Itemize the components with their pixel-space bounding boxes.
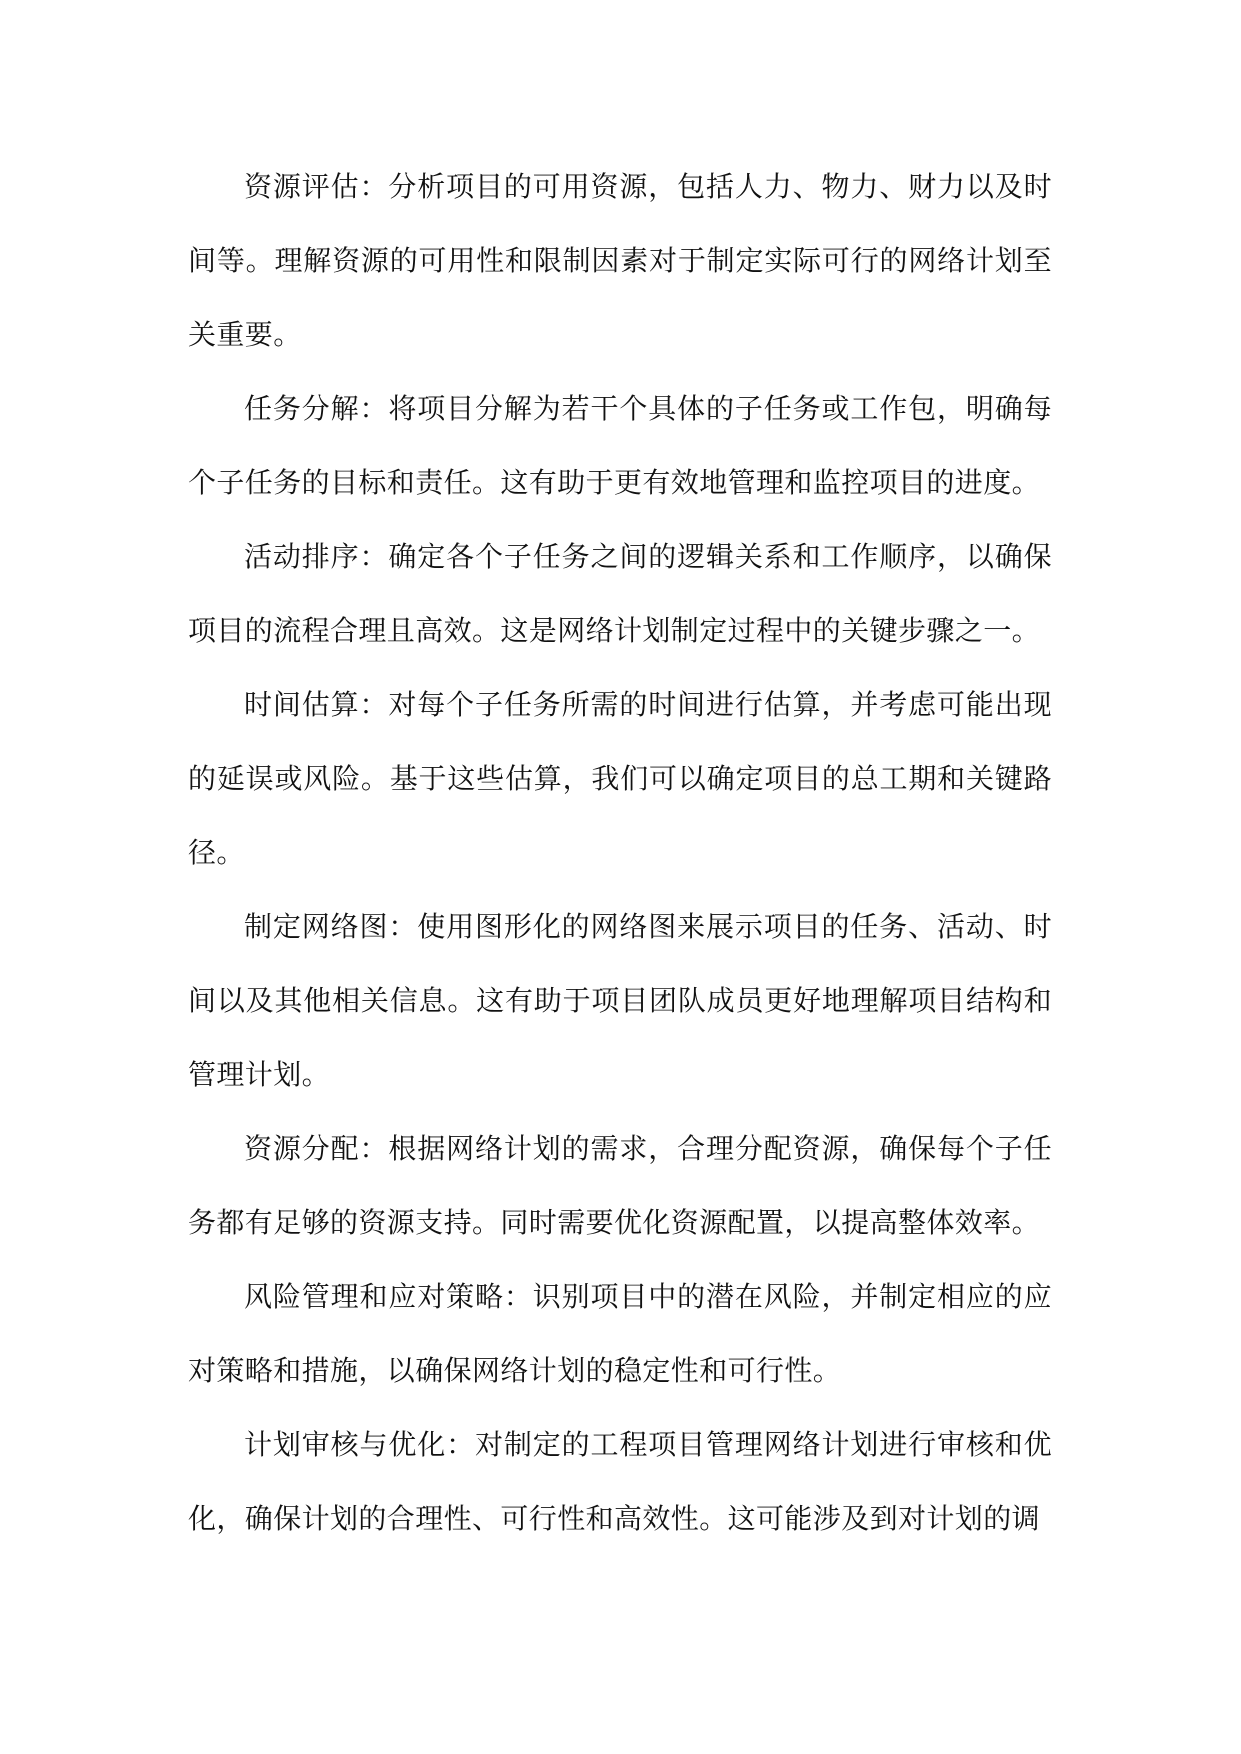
- paragraph-time-estimation: 时间估算：对每个子任务所需的时间进行估算，并考虑可能出现的延误或风险。基于这些估算，我们可以确定项目的总工期和关键路径。: [188, 688, 1052, 869]
- document-page: [188, 150, 1052, 1556]
- paragraph-network-diagram: 制定网络图：使用图形化的网络图来展示项目的任务、活动、时间以及其他相关信息。这有助于项目团队成员更好地理解项目结构和管理计划。: [188, 910, 1052, 1091]
- paragraph-risk-management: 风险管理和应对策略：识别项目中的潜在风险，并制定相应的应对策略和措施，以确保网络计划的稳定性和可行性。: [188, 1280, 1052, 1387]
- paragraph-resource-allocation: 资源分配：根据网络计划的需求，合理分配资源，确保每个子任务都有足够的资源支持。同时需要优化资源配置，以提高整体效率。: [188, 1132, 1052, 1239]
- paragraph-plan-review: 计划审核与优化：对制定的工程项目管理网络计划进行审核和优化，确保计划的合理性、可行性和高效性。这可能涉及到对计划的调: [188, 1428, 1052, 1535]
- paragraph-activity-sequencing: 活动排序：确定各个子任务之间的逻辑关系和工作顺序，以确保项目的流程合理且高效。这是网络计划制定过程中的关键步骤之一。: [188, 540, 1052, 647]
- paragraph-resource-assessment: 资源评估：分析项目的可用资源，包括人力、物力、财力以及时间等。理解资源的可用性和限制因素对于制定实际可行的网络计划至关重要。: [188, 170, 1052, 351]
- paragraph-task-decomposition: 任务分解：将项目分解为若干个具体的子任务或工作包，明确每个子任务的目标和责任。这有助于更有效地管理和监控项目的进度。: [188, 392, 1052, 499]
